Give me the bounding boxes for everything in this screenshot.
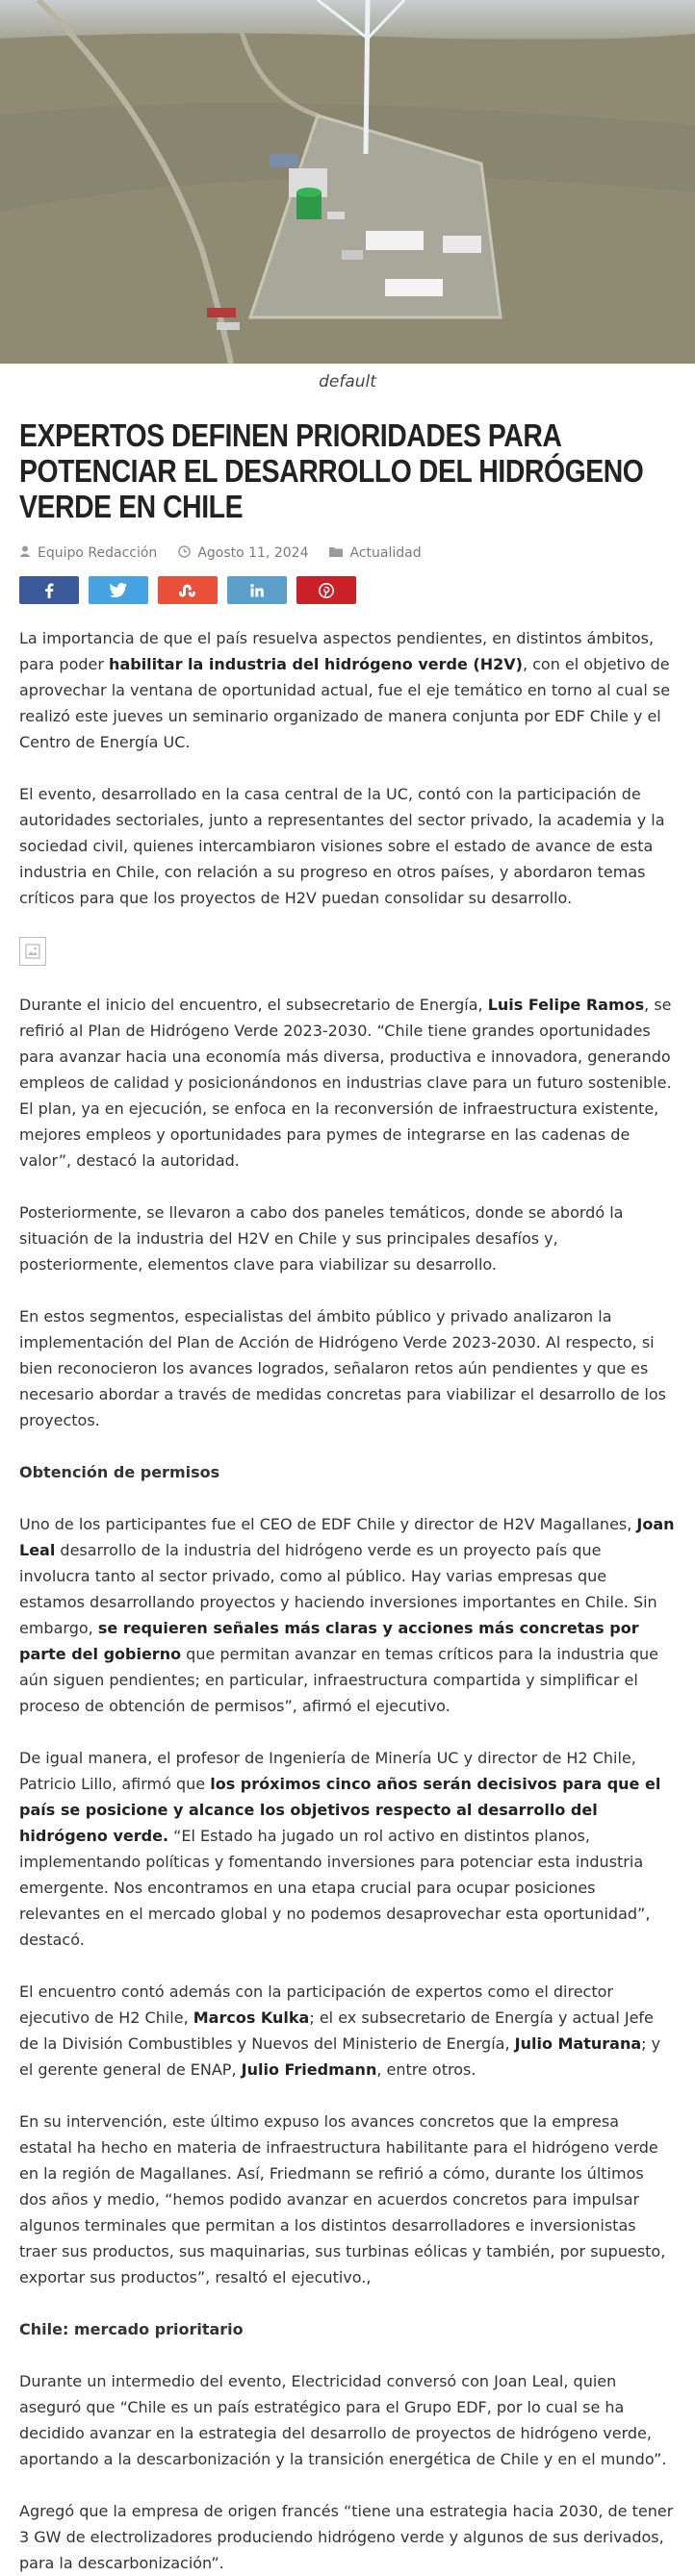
paragraph: Durante un intermedio del evento, Electricidad conversó con Joan Leal, quien aseguró que “Chile es un país estratégico para el Grupo EDF, por lo cual se ha decidido avanzar en la estrategia del desarrollo de proyectos de hidrógeno verde, aportando a la descarbonización y la transición energética de Chile y en el mundo”. <box>19 2372 667 2468</box>
broken-image-icon <box>19 937 46 966</box>
category[interactable] <box>329 545 421 561</box>
paragraph: Uno de los participantes fue el CEO de EDF Chile y director de H2V Magallanes, Joan Leal desarrollo de la industria del hidrógeno verde es un proyecto país que involucra tanto al sector privado, como al público. Hay varias empresas que estamos desarrollando proyectos y haciendo inversiones importantes en Chile. Sin embargo, se requieren señales más claras y acciones más concretas por parte del gobierno que permitan avanzar en temas críticos para la industria que aún siguen pendientes; en particular, infraestructura compartida y simplificar el proceso de obtención de permisos”, afirmó el ejecutivo. <box>19 1515 675 1715</box>
hydrogen-plant-aerial-photo <box>0 0 695 364</box>
publish-date <box>178 545 308 562</box>
paragraph: El encuentro contó además con la participación de expertos como el director ejecutivo de H2 Chile, Marcos Kulka; el ex subsecretario de Energía y actual Jefe de la División Combustibles y Nuevos del Ministerio de Energía, Julio Maturana; y el gerente general de ENAP, Julio Friedmann, entre otros. <box>19 1983 661 2079</box>
article-title: EXPERTOS DEFINEN PRIORIDADES PARA POTENCIAR EL DESARROLLO DEL HIDRÓGENO VERDE EN CHILE <box>19 417 644 524</box>
pinterest-icon <box>319 583 334 598</box>
paragraph: En su intervención, este último expuso los avances concretos que la empresa estatal ha hecho en materia de infraestructura habilitante para el hidrógeno verde en la región de Magallanes. Así, Friedmann se refirió a cómo, durante los últimos dos años y medio, “hemos podido avanzar en acuerdos concretos para impulsar algunos terminales que permitan a los distintos desarrolladores e inversionistas traer sus productos, sus maquinarias, sus turbinas eólicas y también, por supuesto, exportar sus productos”, resaltó el ejecutivo., <box>19 2112 666 2286</box>
author[interactable] <box>19 545 157 561</box>
category-name: Actualidad <box>349 545 422 561</box>
paragraph: Agregó que la empresa de origen francés “tiene una estrategia hacia 2030, de tener 3 GW de electrolizadores produciendo hidrógeno verde y algunos de sus derivados, para la descarbonización”. <box>19 2502 674 2572</box>
facebook-icon <box>44 583 54 598</box>
section-heading: Obtención de permisos <box>19 1463 220 1481</box>
share-pinterest-button[interactable] <box>296 576 356 604</box>
user-icon <box>19 545 31 561</box>
stumbleupon-icon <box>178 584 197 597</box>
twitter-icon <box>110 583 127 597</box>
article-meta <box>19 543 676 563</box>
paragraph: La importancia de que el país resuelva aspectos pendientes, en distintos ámbitos, para poder habilitar la industria del hidrógeno verde (H2V), con el objetivo de aprovechar la ventana de oportunidad actual, fue el eje temático en torno al cual se realizó este jueves un seminario organizado de manera conjunta por EDF Chile y el Centro de Energía UC. <box>19 629 671 751</box>
image-caption: default <box>319 372 376 391</box>
paragraph: De igual manera, el profesor de Ingeniería de Minería UC y director de H2 Chile, Patricio Lillo, afirmó que los próximos cinco años serán decisivos para que el país se posicione y alcance los objetivos respecto al desarrollo del hidrógeno verde. “El Estado ha jugado un rol activo en distintos planos, implementando políticas y fomentando inversiones para potenciar esta industria emergente. Nos encontramos en una etapa crucial para ocupar posiciones relevantes en el mercado global y no podemos desaprovechar esta oportunidad”, destacó. <box>19 1749 661 1949</box>
article-body <box>19 625 676 2576</box>
share-buttons <box>19 576 676 604</box>
date-text: Agosto 11, 2024 <box>197 545 309 561</box>
article <box>0 417 695 2576</box>
section-heading: Chile: mercado prioritario <box>19 2320 244 2338</box>
hero-image <box>0 0 695 364</box>
clock-icon <box>178 545 191 562</box>
share-twitter-button[interactable] <box>89 576 148 604</box>
linkedin-icon <box>250 584 264 597</box>
paragraph: Durante el inicio del encuentro, el subsecretario de Energía, Luis Felipe Ramos, se refirió al Plan de Hidrógeno Verde 2023-2030. “Chile tiene grandes oportunidades para avanzar hacia una economía más diversa, productiva e innovadora, generando empleos de calidad y posicionándonos en industrias clave para un futuro sostenible. El plan, ya en ejecución, se enfoca en la reconversión de infraestructura existente, mejores empleos y oportunidades para pymes de integrarse en las cadenas de valor”, destacó la autoridad. <box>19 996 672 1170</box>
share-stumbleupon-button[interactable] <box>158 576 218 604</box>
paragraph: Posteriormente, se llevaron a cabo dos paneles temáticos, donde se abordó la situación de la industria del H2V en Chile y sus principales desafíos y, posteriormente, elementos clave para viabilizar su desarrollo. <box>19 1203 624 1274</box>
paragraph: El evento, desarrollado en la casa central de la UC, contó con la participación de autoridades sectoriales, junto a representantes del sector privado, la academia y la sociedad civil, quienes intercambiaron visiones sobre el estado de avance de esta industria en Chile, con relación a su progreso en otros países, y abordaron temas críticos para que los proyectos de H2V puedan consolidar su desarrollo. <box>19 785 665 907</box>
author-name: Equipo Redacción <box>38 545 158 561</box>
share-linkedin-button[interactable] <box>227 576 287 604</box>
folder-icon <box>329 545 343 561</box>
paragraph: En estos segmentos, especialistas del ámbito público y privado analizaron la implementación del Plan de Acción de Hidrógeno Verde 2023-2030. Al respecto, si bien reconocieron los avances logrados, señalaron retos aún pendientes y que es necesario abordar a través de medidas concretas para viabilizar el desarrollo de los proyectos. <box>19 1307 666 1429</box>
share-facebook-button[interactable] <box>19 576 79 604</box>
